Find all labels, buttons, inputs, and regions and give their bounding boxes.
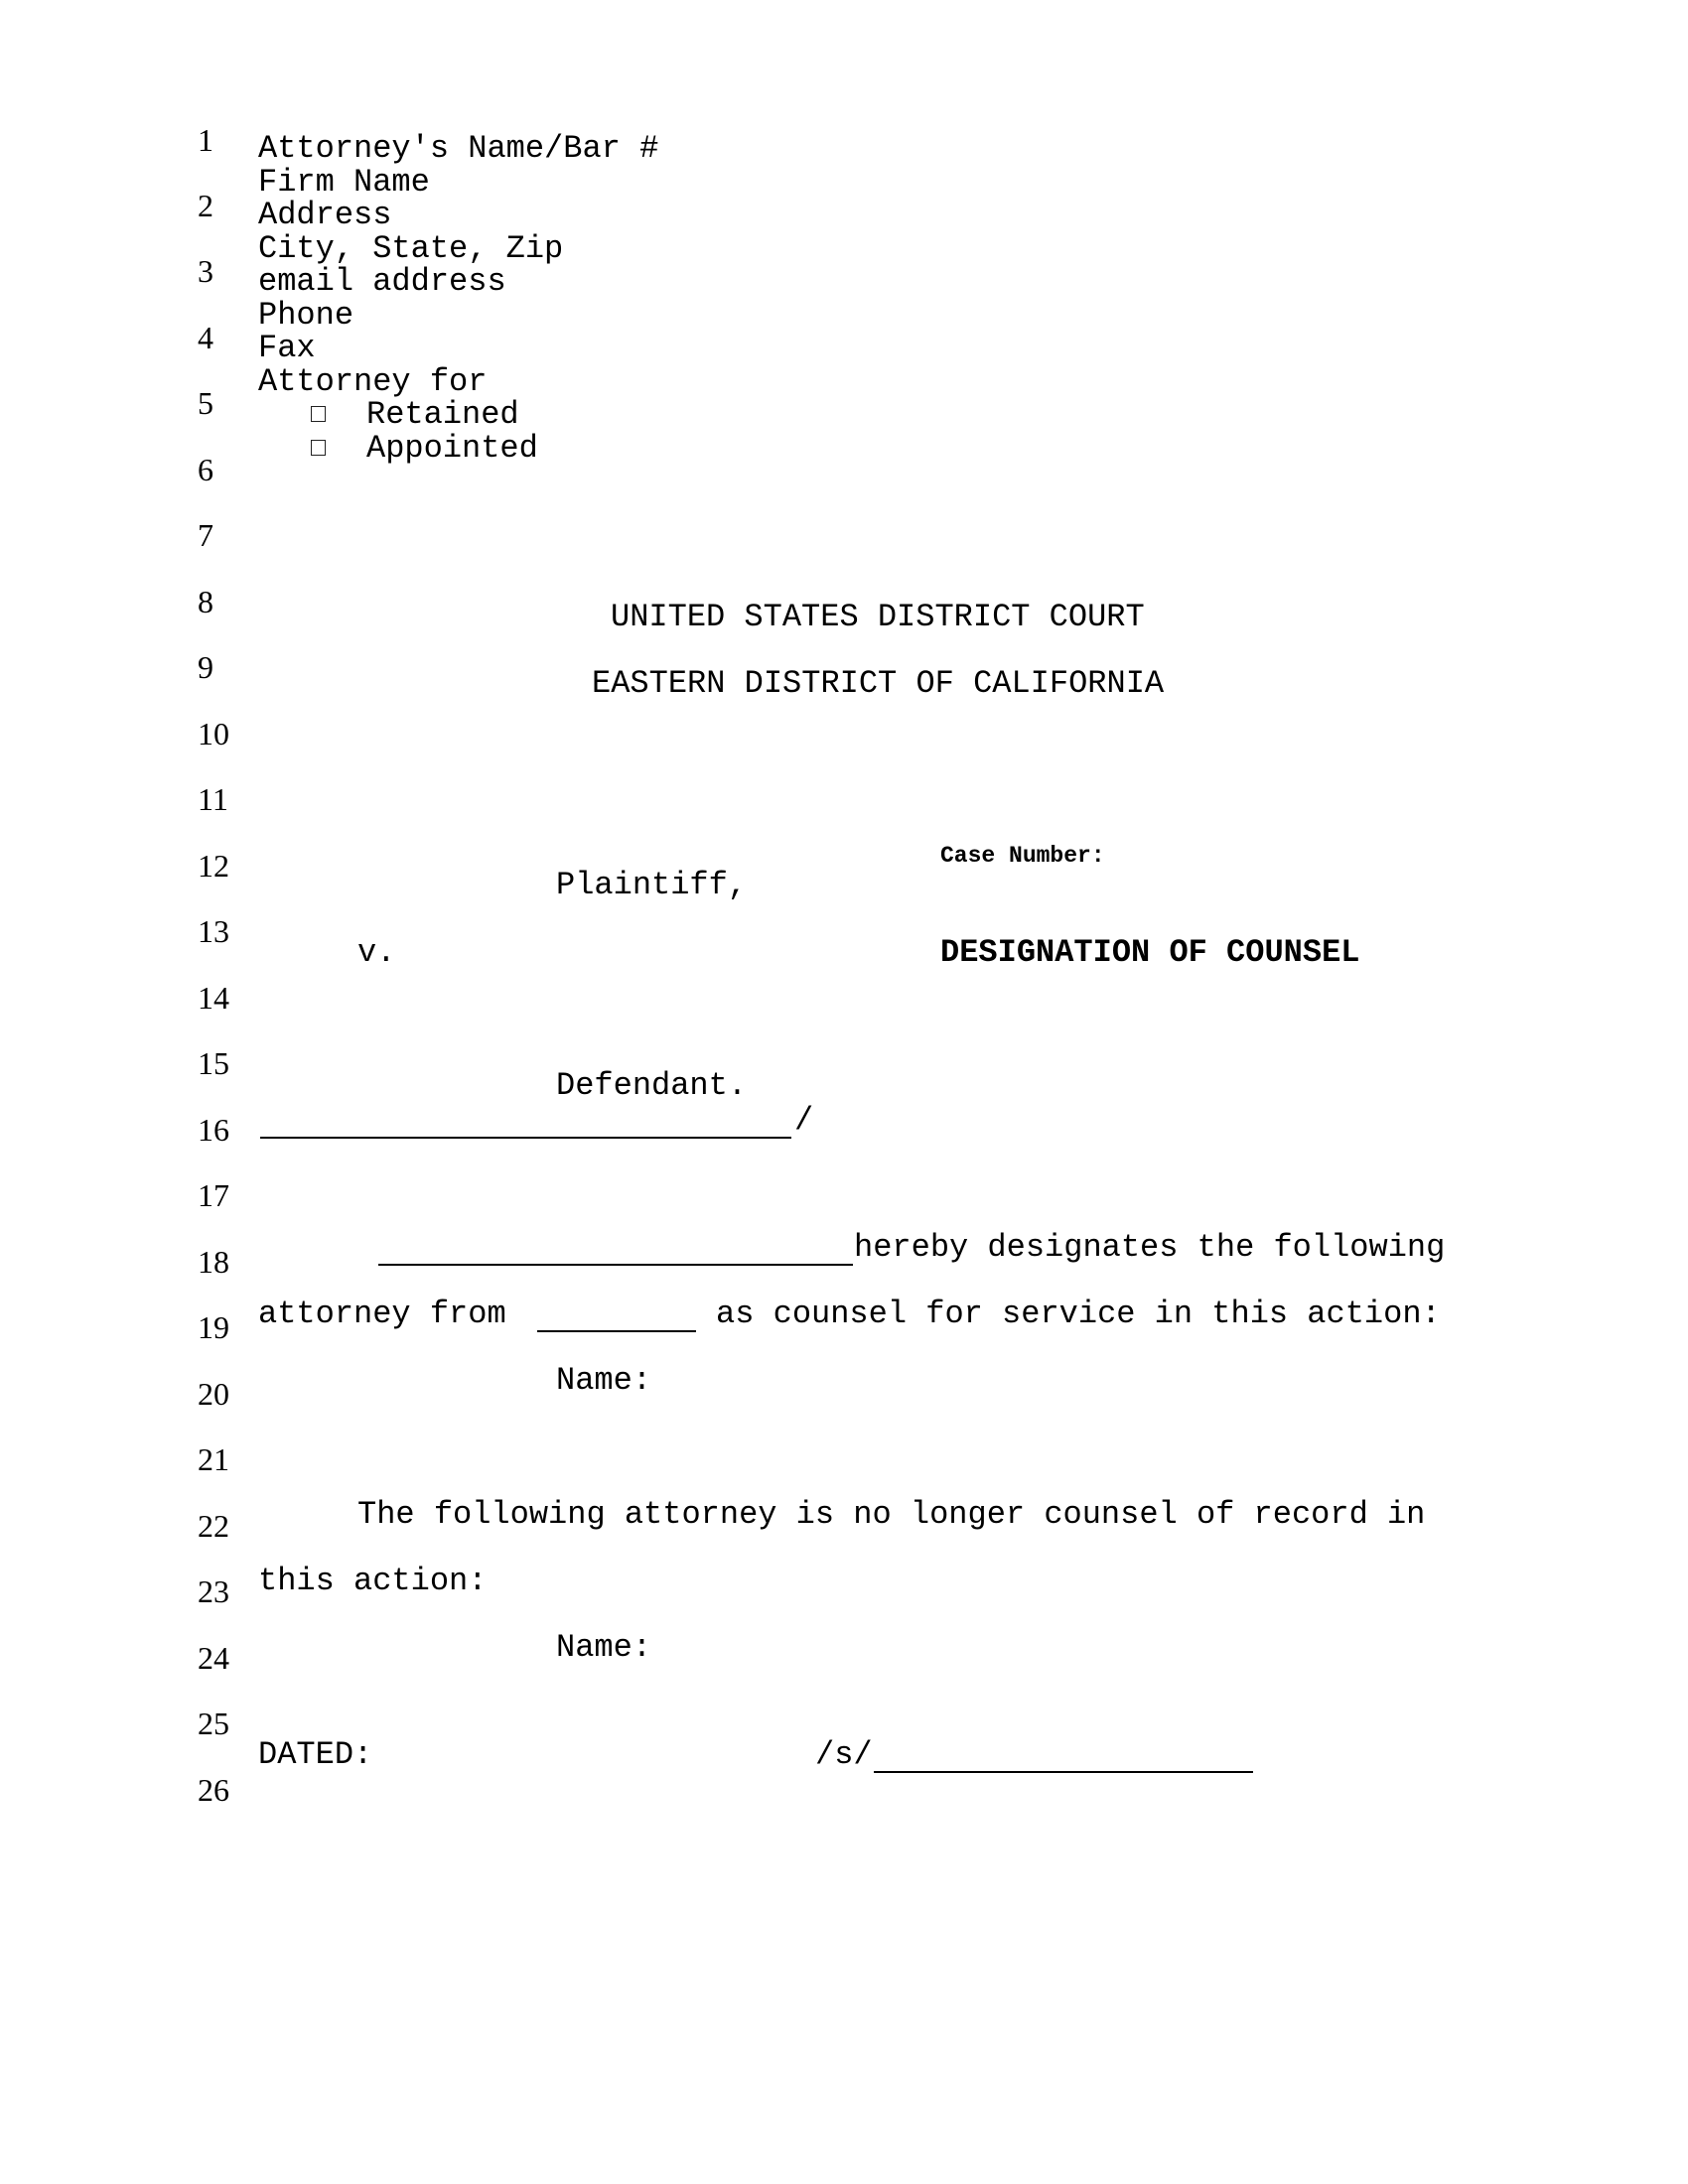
line-number: 1 bbox=[198, 122, 213, 158]
versus: v. bbox=[357, 934, 396, 971]
line-number: 2 bbox=[198, 188, 213, 223]
no-longer-counsel-line1: The following attorney is no longer counsel of record in bbox=[357, 1496, 1426, 1533]
line-number: 6 bbox=[198, 452, 213, 487]
line-number: 12 bbox=[198, 848, 229, 884]
phone: Phone bbox=[258, 297, 354, 334]
appointed-label: Appointed bbox=[366, 430, 538, 467]
name-label-designated: Name: bbox=[556, 1362, 652, 1399]
line-number: 7 bbox=[198, 517, 213, 553]
line-number: 25 bbox=[198, 1706, 229, 1741]
line-number: 20 bbox=[198, 1376, 229, 1412]
designates-text: hereby designates the following bbox=[854, 1229, 1446, 1266]
attorney-name: Attorney's Name/Bar # bbox=[258, 130, 659, 167]
court-district: EASTERN DISTRICT OF CALIFORNIA bbox=[592, 665, 1165, 702]
case-number-label: Case Number: bbox=[940, 843, 1105, 869]
defendant-label: Defendant. bbox=[556, 1067, 748, 1104]
attorney-from-text: attorney from bbox=[258, 1296, 506, 1332]
line-number: 11 bbox=[198, 781, 228, 817]
line-number: 19 bbox=[198, 1309, 229, 1345]
line-number: 26 bbox=[198, 1772, 229, 1808]
dated-label: DATED: bbox=[258, 1736, 373, 1773]
document-title: DESIGNATION OF COUNSEL bbox=[940, 934, 1360, 971]
caption-slash: / bbox=[794, 1102, 814, 1139]
fax: Fax bbox=[258, 330, 316, 366]
line-number: 9 bbox=[198, 649, 213, 685]
signature-blank[interactable] bbox=[874, 1771, 1253, 1773]
line-number: 17 bbox=[198, 1177, 229, 1213]
line-number: 3 bbox=[198, 253, 213, 289]
line-number: 15 bbox=[198, 1045, 229, 1081]
line-number: 16 bbox=[198, 1112, 229, 1148]
attorney-for: Attorney for bbox=[258, 363, 488, 400]
retained-checkbox[interactable] bbox=[311, 406, 326, 422]
line-number: 23 bbox=[198, 1573, 229, 1609]
court-name: UNITED STATES DISTRICT COURT bbox=[611, 599, 1145, 635]
plaintiff-label: Plaintiff, bbox=[556, 867, 748, 903]
firm-blank[interactable] bbox=[537, 1330, 696, 1332]
line-number: 10 bbox=[198, 716, 229, 751]
line-number: 14 bbox=[198, 980, 229, 1016]
line-number: 18 bbox=[198, 1244, 229, 1280]
line-number: 5 bbox=[198, 385, 213, 421]
line-number: 22 bbox=[198, 1508, 229, 1544]
party-name-blank[interactable] bbox=[378, 1264, 853, 1266]
line-number: 13 bbox=[198, 913, 229, 949]
appointed-checkbox[interactable] bbox=[311, 440, 326, 456]
firm-name: Firm Name bbox=[258, 164, 430, 201]
retained-label: Retained bbox=[366, 396, 519, 433]
caption-underline bbox=[260, 1137, 791, 1139]
signature-prefix: /s/ bbox=[815, 1736, 873, 1773]
line-number: 21 bbox=[198, 1441, 229, 1477]
line-number: 4 bbox=[198, 320, 213, 355]
as-counsel-text: as counsel for service in this action: bbox=[716, 1296, 1441, 1332]
no-longer-counsel-line2: this action: bbox=[258, 1563, 488, 1599]
address: Address bbox=[258, 197, 392, 233]
email-address: email address bbox=[258, 263, 506, 300]
line-number: 8 bbox=[198, 584, 213, 619]
name-label-withdrawn: Name: bbox=[556, 1629, 652, 1666]
city-state-zip: City, State, Zip bbox=[258, 230, 564, 267]
line-number: 24 bbox=[198, 1640, 229, 1676]
